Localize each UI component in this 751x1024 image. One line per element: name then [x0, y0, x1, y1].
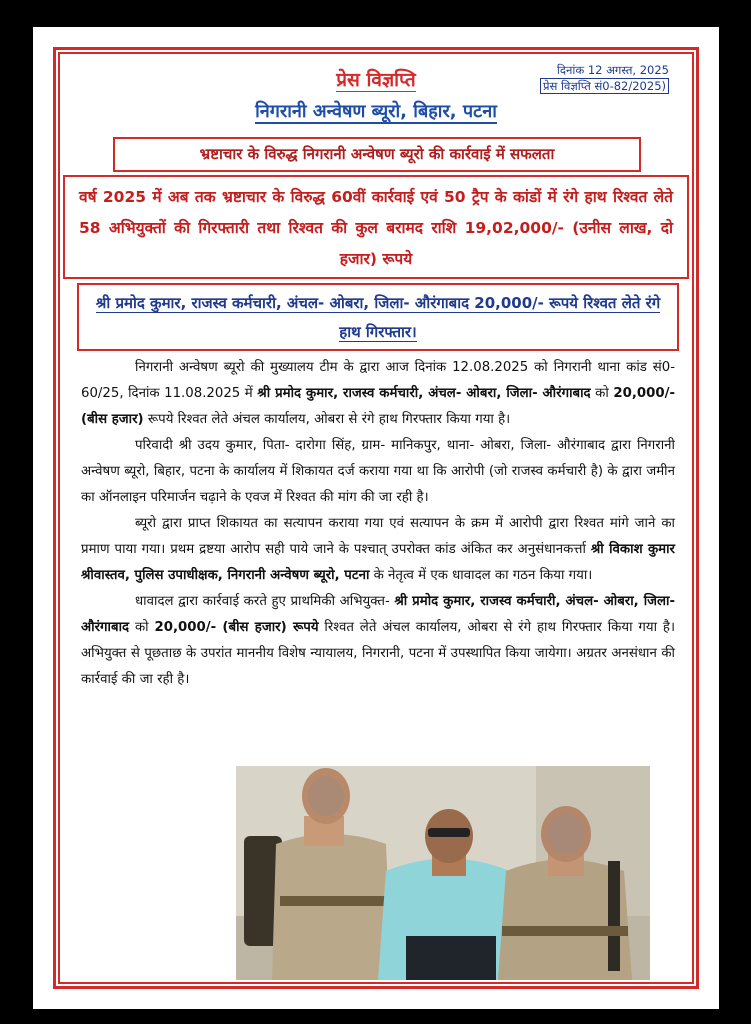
headline-box: भ्रष्टाचार के विरुद्ध निगरानी अन्वेषण ब्यूरो की कार्रवाई में सफलता — [113, 137, 641, 172]
arrest-headline-box — [77, 283, 679, 351]
paragraph-2: परिवादी श्री उदय कुमार, पिता- दारोगा सिंह, ग्राम- मानिकपुर, थाना- ओबरा, जिला- औरंगाबाद द्वारा निगरानी अन्वेषण ब्यूरो, बिहार, पटना के कार्यालय में शिकायत दर्ज कराया गया था कि आरोपी (जो राजस्व कर्मचारी है) के द्वारा जमीन का ऑनलाइन परिमार्जन चढ़ाने के एवज में रिश्वत की मांग की जा रही है। — [81, 438, 675, 505]
press-release-page — [33, 27, 719, 1009]
paragraph-1: निगरानी अन्वेषण ब्यूरो की मुख्यालय टीम के द्वारा आज दिनांक 12.08.2025 को निगरानी थाना कांड सं0-60/25, दिनांक 11.08.2025 में श्री प्रमोद कुमार, राजस्व कर्मचारी, अंचल- ओबरा, जिला- औरंगाबाद को 20,000/- (बीस हजार) रूपये रिश्वत लेते अंचल कार्यालय, ओबरा से रंगे हाथ गिरफ्तार किया गया है। — [81, 360, 676, 427]
body-text — [81, 355, 675, 693]
summary-box: वर्ष 2025 में अब तक भ्रष्टाचार के विरुद्ध 60वीं कार्रवाई एवं 50 ट्रैप के कांडों में रंगे हाथ रिश्वत लेते 58 अभियुक्तों की गिरफ्तारी तथा रिश्वत की कुल बरामद राशि 19,02,000/- (उनीस लाख, दो हजार) रूपये — [63, 175, 689, 279]
release-number: प्रेस विज्ञप्ति सं0-82/2025) — [540, 78, 669, 94]
arrest-headline-text: श्री प्रमोद कुमार, राजस्व कर्मचारी, अंचल- ओबरा, जिला- औरंगाबाद 20,000/- रूपये रिश्वत लेते रंगे हाथ गिरफ्तार। — [95, 294, 661, 341]
arrest-photo — [236, 766, 650, 980]
press-release-title: प्रेस विज्ञप्ति — [336, 69, 416, 91]
paragraph-3: ब्यूरो द्वारा प्राप्त शिकायत का सत्यापन कराया गया एवं सत्यापन के क्रम में आरोपी द्वारा रिश्वत मांगे जाने का प्रमाण पाया गया। प्रथम द्रष्टया आरोप सही पाये जाने के पश्चात् उपरोक्त कांड अंकित कर अनुसंधानकर्त्ता श्री विकाश कुमार श्रीवास्तव, पुलिस उपाधीक्षक, निगरानी अन्वेषण ब्यूरो, पटना के नेतृत्व में एक धावादल का गठन किया गया। — [81, 516, 675, 583]
release-date: दिनांक 12 अगस्त, 2025 — [556, 63, 669, 77]
paragraph-4: धावादल द्वारा कार्रवाई करते हुए प्राथमिकी अभियुक्त- श्री प्रमोद कुमार, राजस्व कर्मचारी, अंचल- ओबरा, जिला- औरंगाबाद को 20,000/- (बीस हजार) रूपये रिश्वत लेते अंचल कार्यालय, ओबरा से रंगे हाथ गिरफ्तार किया गया है। अभियुक्त से पूछताछ के उपरांत माननीय विशेष न्यायालय, निगरानी, पटना में उपस्थापित किया जायेगा। अग्रतर अनसंधान की कार्रवाई की जा रही है। — [81, 594, 675, 687]
arrest-photo-illustration — [236, 766, 650, 980]
department-name: निगरानी अन्वेषण ब्यूरो, बिहार, पटना — [255, 101, 497, 122]
date-reference-block — [540, 62, 669, 94]
